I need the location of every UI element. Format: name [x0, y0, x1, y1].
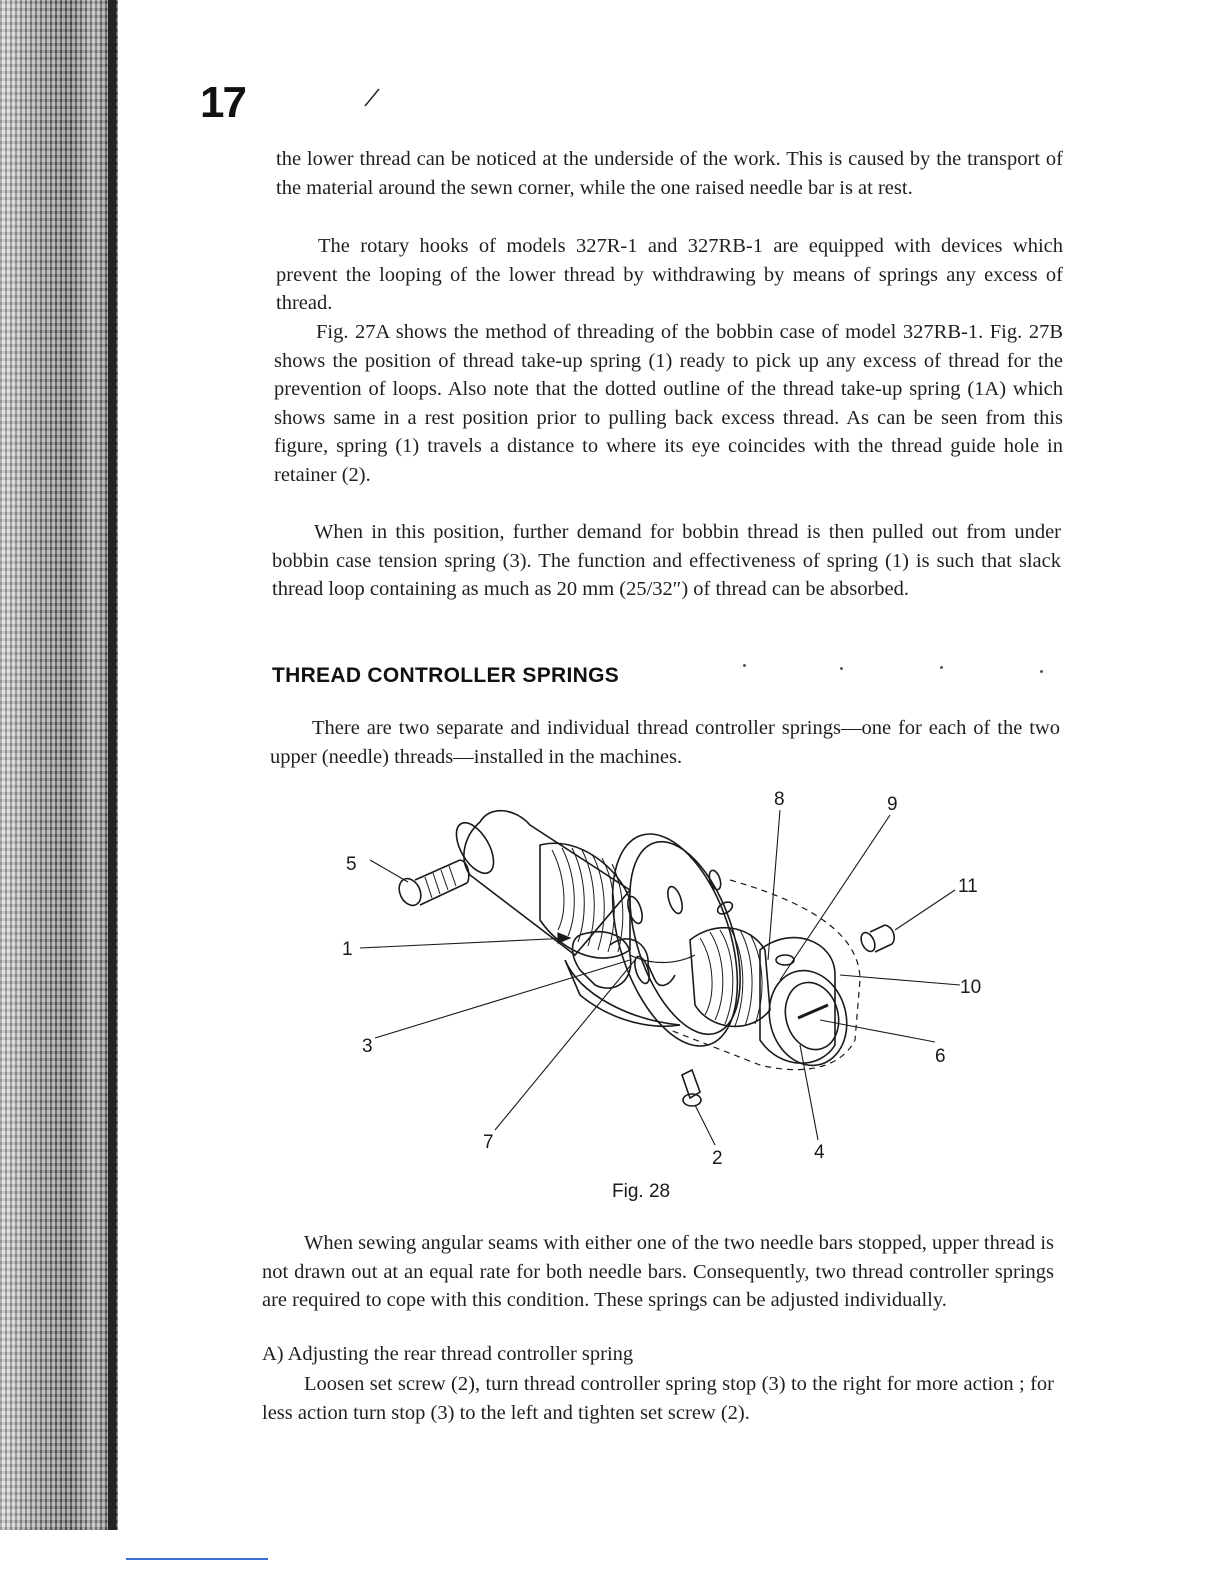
callout-3: 3	[362, 1036, 373, 1057]
set-screw-2	[682, 1070, 701, 1106]
figure-caption: Fig. 28	[612, 1181, 671, 1202]
callout-4: 4	[814, 1142, 825, 1163]
callout-8: 8	[774, 789, 785, 810]
speck	[940, 666, 943, 669]
step-a-title: A) Adjusting the rear thread controller spring	[262, 1343, 634, 1365]
bottom-rule	[126, 1558, 268, 1560]
callout-5: 5	[346, 854, 357, 875]
speck	[743, 664, 746, 667]
callout-1: 1	[342, 939, 353, 960]
page-binding-shadow	[0, 0, 118, 1530]
shaft	[464, 811, 630, 955]
callout-7: 7	[483, 1132, 494, 1153]
threaded-body-front	[690, 928, 770, 1027]
speck	[840, 667, 843, 670]
spring-stop	[565, 960, 680, 1026]
set-screw-5	[395, 860, 469, 909]
corner-tick-mark	[362, 86, 382, 108]
callout-2: 2	[712, 1148, 723, 1169]
intro-paragraph-3: Fig. 27A shows the method of threading of the bobbin case of model 327RB-1. Fig. 27B shows the position of thread take-up spring (1) ready to pick up any excess of thread for the prevention of loops. Also note that the dotted outline of the thread take-up spring (1A) which shows same in a rest position prior to pulling back excess thread. As can be seen from this figure, spring (1) travels a distance to where its eye coincides with the thread guide hole in retainer (2).	[274, 321, 1063, 486]
front-nut	[759, 962, 857, 1074]
figure-28-thread-controller	[330, 780, 1000, 1180]
intro-paragraph-2: The rotary hooks of models 327R-1 and 327RB-1 are equipped with devices which prevent the looping of the lower thread by withdrawing by means of springs any excess of thread.	[276, 235, 1063, 315]
callout-6: 6	[935, 1046, 946, 1067]
intro-paragraph-1: the lower thread can be noticed at the underside of the work. This is caused by the transport of the material around the sewn corner, while the one raised needle bar is at rest.	[276, 148, 1063, 199]
binding-edge	[108, 0, 116, 1530]
callout-9: 9	[887, 794, 898, 815]
spring-arm	[573, 932, 631, 988]
intro-paragraph-4: When in this position, further demand for bobbin thread is then pulled out from under bobbin case tension spring (3). The function and effectiveness of spring (1) is such that slack thread loop containing as much as 20 mm (25/32″) of thread can be absorbed.	[272, 521, 1061, 601]
step-a-body: Loosen set screw (2), turn thread controller spring stop (3) to the right for more action ; for less action turn stop (3) to the left and tighten set screw (2).	[262, 1373, 1054, 1424]
page-number: 17	[200, 78, 245, 127]
section-heading: THREAD CONTROLLER SPRINGS	[272, 664, 620, 687]
speck	[1040, 670, 1043, 673]
set-screw-11	[858, 925, 894, 954]
shaft-end	[449, 817, 501, 879]
section-intro: There are two separate and individual thread controller springs—one for each of the two upper (needle) threads—installed in the machines.	[270, 717, 1060, 768]
closing-paragraph: When sewing angular seams with either one of the two needle bars stopped, upper thread is not drawn out at an equal rate for both needle bars. Consequently, two thread controller springs are required to cope with this condition. These springs can be adjusted individually.	[262, 1232, 1054, 1312]
callout-10: 10	[960, 977, 982, 998]
callout-11: 11	[958, 876, 978, 897]
